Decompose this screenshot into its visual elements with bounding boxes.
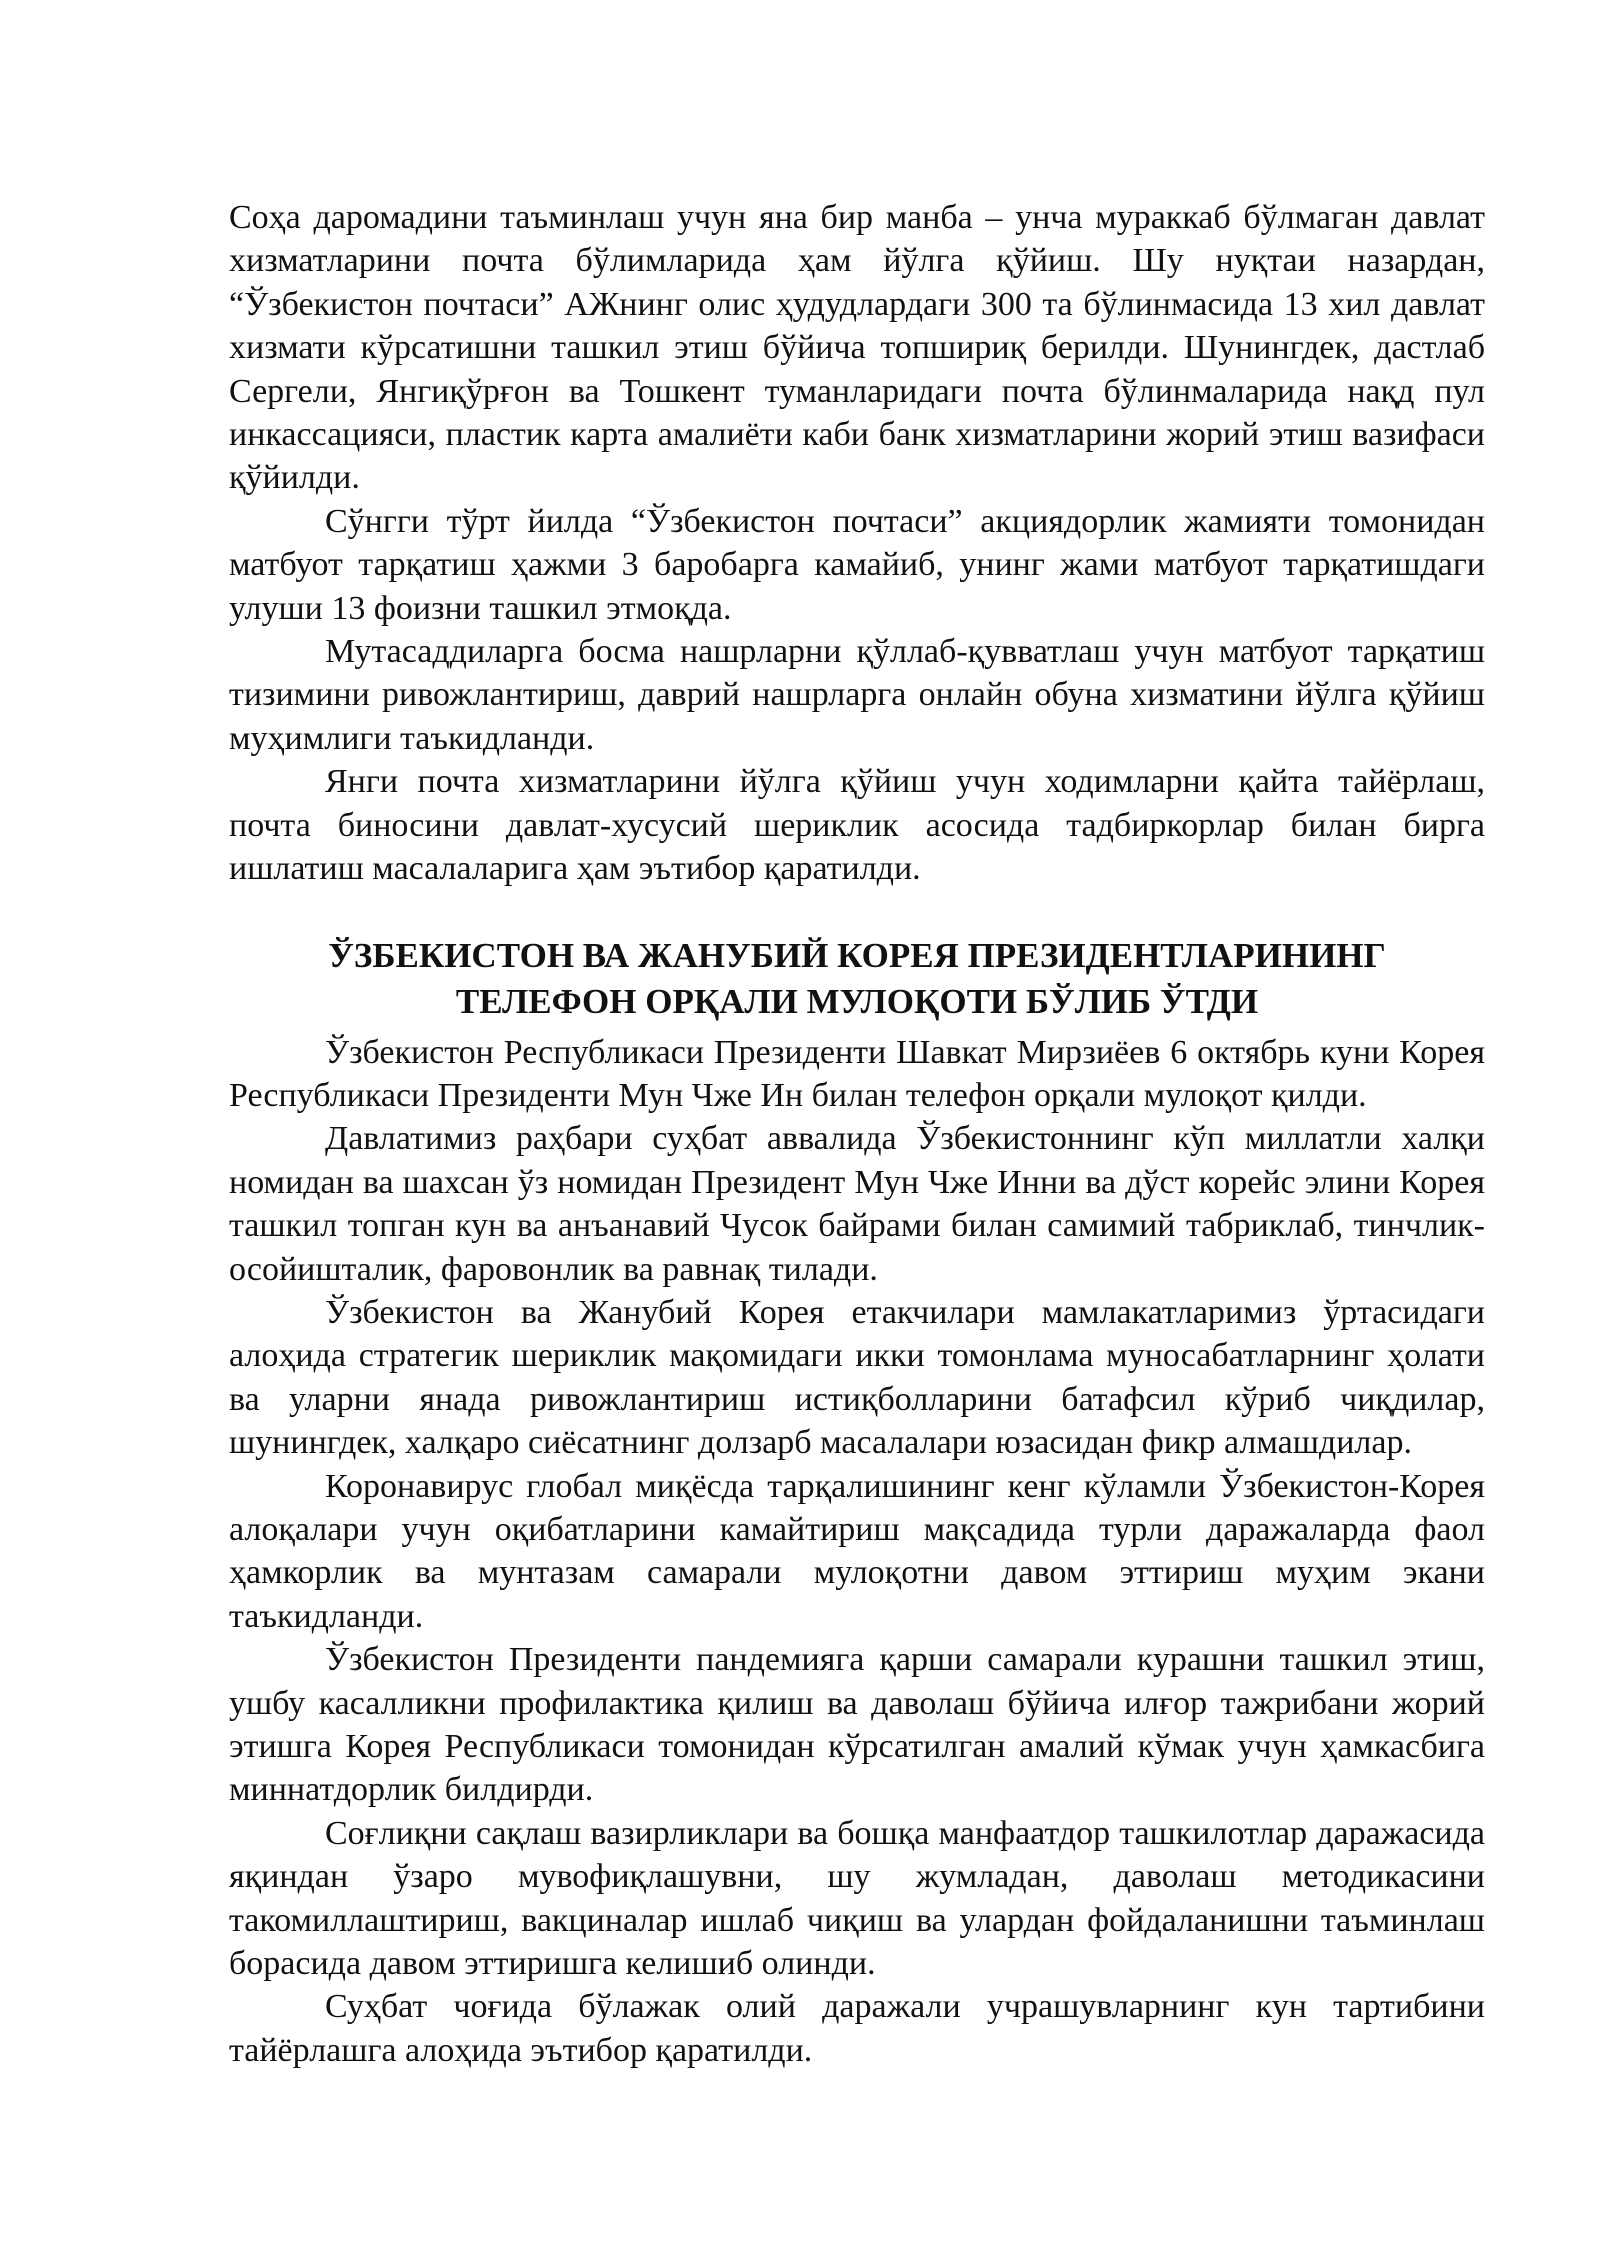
paragraph: Давлатимиз раҳбари суҳбат аввалида Ўзбекистоннинг кўп миллатли халқи номидан ва шахсан ўз номидан Президент Мун Чже Инни ва дўст корейс элини Корея ташкил топган кун ва анъанавий Чусок байрами билан самимий табриклаб, тинчлик-осойишталик, фаровонлик ва равнақ тилади. xyxy=(229,1120,1485,1288)
paragraph: Сўнгги тўрт йилда “Ўзбекистон почтаси” акциядорлик жамияти томонидан матбуот тарқатиш ҳажми 3 баробарга камайиб, унинг жами матбуот тарқатишдаги улуши 13 фоизни ташкил этмоқда. xyxy=(229,502,1485,627)
paragraph: Соҳа даромадини таъминлаш учун яна бир манба – унча мураккаб бўлмаган давлат хизматларини почта бўлимларида ҳам йўлга қўйиш. Шу нуқтаи назардан, “Ўзбекистон почтаси” АЖнинг олис ҳудудлардаги 300 та бўлинмасида 13 хил давлат хизмати кўрсатишни ташкил этиш бўйича топшириқ берилди. Шунингдек, дастлаб Сергели, Янгиқўрғон ва Тошкент туманларидаги почта бўлинмаларида нақд пул инкассацияси, пластик карта амалиёти каби банк хизматларини жорий этиш вазифаси қўйилди. xyxy=(229,199,1485,497)
paragraph: Мутасаддиларга босма нашрларни қўллаб-қувватлаш учун матбуот тарқатиш тизимини ривожлантириш, даврий нашрларга онлайн обуна хизматини йўлга қўйиш муҳимлиги таъкидланди. xyxy=(229,633,1485,757)
paragraph: Ўзбекистон Президенти пандемияга қарши самарали курашни ташкил этиш, ушбу касалликни профилактика қилиш ва даволаш бўйича илғор тажрибани жорий этишга Корея Республикаси томонидан кўрсатилган амалий кўмак учун ҳамкасбига миннатдорлик билдирди. xyxy=(229,1641,1485,1809)
paragraph: Ўзбекистон Республикаси Президенти Шавкат Мирзиёев 6 октябрь куни Корея Республикаси Президенти Мун Чже Ин билан телефон орқали мулоқот қилди. xyxy=(229,1033,1485,1114)
article-heading xyxy=(229,933,1485,1025)
paragraph: Коронавирус глобал миқёсда тарқалишининг кенг кўламли Ўзбекистон-Корея алоқалари учун оқибатларини камайтириш мақсадида турли даражаларда фаол ҳамкорлик ва мунтазам самарали мулоқотни давом эттириш муҳим экани таъкидланди. xyxy=(229,1467,1485,1635)
article-heading-line: ЎЗБЕКИСТОН ВА ЖАНУБИЙ КОРЕЯ ПРЕЗИДЕНТЛАРИНИНГ xyxy=(328,935,1386,975)
paragraph: Суҳбат чоғида бўлажак олий даражали учрашувларнинг кун тартибини тайёрлашга алоҳида эътибор қаратилди. xyxy=(229,1988,1485,2069)
document-page xyxy=(229,196,1485,2072)
paragraph: Ўзбекистон ва Жанубий Корея етакчилари мамлакатларимиз ўртасидаги алоҳида стратегик шериклик мақомидаги икки томонлама муносабатларнинг ҳолати ва уларни янада ривожлантириш истиқболларини батафсил кўриб чиқдилар, шунингдек, халқаро сиёсатнинг долзарб масалалари юзасидан фикр алмашдилар. xyxy=(229,1293,1485,1462)
article-heading-line: ТЕЛЕФОН ОРҚАЛИ МУЛОҚОТИ БЎЛИБ ЎТДИ xyxy=(455,981,1259,1021)
paragraph: Янги почта хизматларини йўлга қўйиш учун ходимларни қайта тайёрлаш, почта биносини давлат-хусусий шериклик асосида тадбиркорлар билан бирга ишлатиш масалаларига ҳам эътибор қаратилди. xyxy=(229,763,1485,888)
paragraph: Соғлиқни сақлаш вазирликлари ва бошқа манфаатдор ташкилотлар даражасида яқиндан ўзаро мувофиқлашувни, шу жумладан, даволаш методикасини такомиллаштириш, вакциналар ишлаб чиқиш ва улардан фойдаланишни таъминлаш борасида давом эттиришга келишиб олинди. xyxy=(229,1814,1485,1983)
